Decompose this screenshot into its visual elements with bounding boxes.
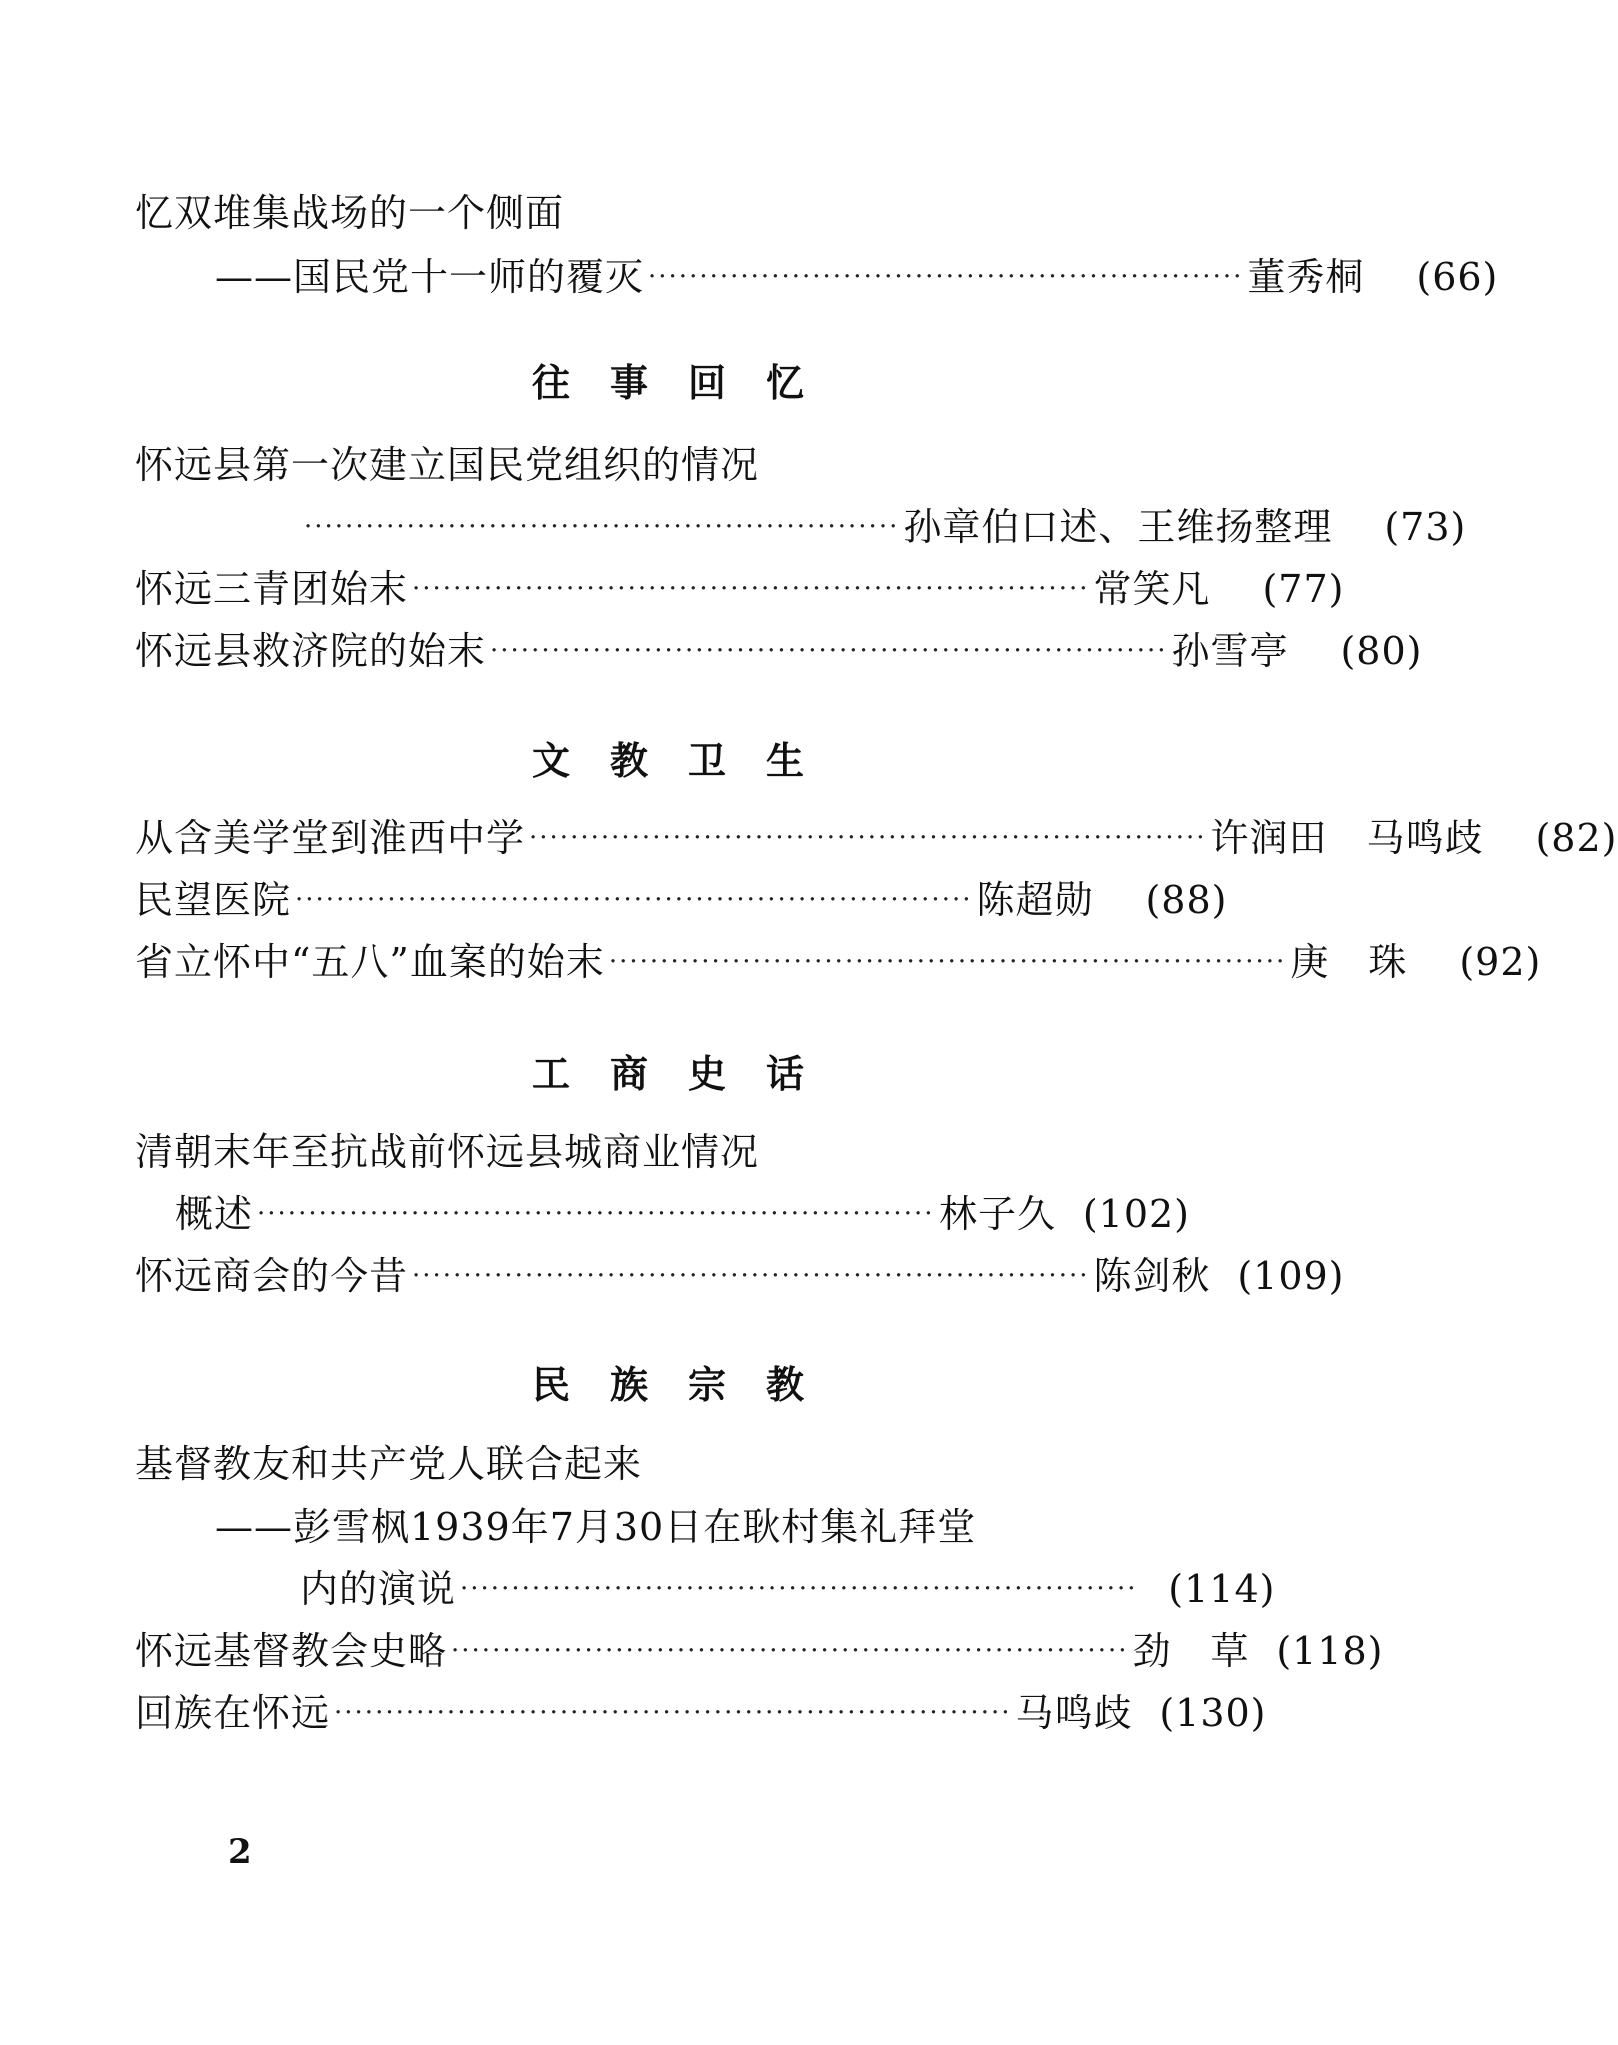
dot-leader: ·································································· <box>295 885 973 915</box>
entry-title: 忆双堆集战场的一个侧面 <box>135 191 565 235</box>
dot-leader: ·································································· <box>257 1199 935 1229</box>
entry-title: 怀远基督教会史略 <box>135 1629 448 1673</box>
toc-entry <box>135 810 1618 866</box>
entry-title: 民望医院 <box>135 878 292 922</box>
dot-leader: ·································································· <box>608 947 1287 977</box>
toc-entry <box>135 249 1499 305</box>
entry-title: 省立怀中“五八”血案的始末 <box>135 940 605 984</box>
entry-author: 孙章伯口述、王维扬整理 <box>903 505 1333 549</box>
dot-leader: ·································································· <box>529 823 1207 853</box>
section-heading: 文教卫生 <box>531 739 844 783</box>
entry-page: (92) <box>1459 940 1542 984</box>
entry-title: 基督教友和共产党人联合起来 <box>135 1442 643 1486</box>
entry-title: 怀远三青团始末 <box>135 567 409 611</box>
entry-author: 林子久 <box>938 1192 1056 1236</box>
section-heading: 工商史话 <box>531 1052 844 1096</box>
entry-page: (102) <box>1082 1192 1190 1236</box>
entry-page: (118) <box>1276 1629 1384 1673</box>
entry-author: 劲 草 <box>1132 1629 1250 1673</box>
toc-entry <box>135 934 1542 990</box>
toc-entry <box>135 623 1423 679</box>
dot-leader: ·································································· <box>412 1261 1090 1291</box>
dot-leader: ·························································· <box>304 512 900 542</box>
toc-entry <box>135 1561 1276 1617</box>
entry-title: 概述 <box>175 1192 254 1236</box>
toc-entry <box>135 1685 1267 1741</box>
entry-author: 陈剑秋 <box>1093 1254 1211 1298</box>
dot-leader: ·································································· <box>334 1698 1012 1728</box>
toc-entry <box>135 1186 1190 1242</box>
toc-entry <box>135 499 1467 555</box>
entry-page: (77) <box>1262 567 1345 611</box>
dot-leader: ·································································· <box>412 574 1090 604</box>
entry-title: 内的演说 <box>300 1567 457 1611</box>
toc-entry <box>135 561 1345 617</box>
entry-author: 许润田 马鸣歧 <box>1210 816 1484 860</box>
entry-author: 董秀桐 <box>1247 255 1365 299</box>
entry-page: (80) <box>1340 629 1423 673</box>
entry-author: 庚 珠 <box>1290 940 1408 984</box>
entry-author: 马鸣歧 <box>1015 1691 1133 1735</box>
toc-entry-title-line <box>135 1436 1190 1492</box>
entry-author: 陈超勋 <box>976 878 1094 922</box>
dot-leader: ·································································· <box>451 1636 1129 1666</box>
dot-leader: ·································································· <box>460 1574 1138 1604</box>
entry-page: (109) <box>1237 1254 1345 1298</box>
section-heading: 民族宗教 <box>531 1363 844 1407</box>
entry-page: (88) <box>1145 878 1228 922</box>
section-heading: 往事回忆 <box>531 361 844 405</box>
entry-page: (66) <box>1416 255 1499 299</box>
entry-title: 清朝末年至抗战前怀远县城商业情况 <box>135 1130 760 1174</box>
dot-leader: ·································································· <box>490 636 1168 666</box>
page-number: 2 <box>228 1832 252 1872</box>
toc-entry-title-line <box>135 1124 1190 1180</box>
entry-author: 常笑凡 <box>1093 567 1211 611</box>
toc-entry <box>135 1248 1345 1304</box>
entry-title: 怀远县第一次建立国民党组织的情况 <box>135 443 760 487</box>
entry-page: (130) <box>1159 1691 1267 1735</box>
entry-page: (73) <box>1384 505 1467 549</box>
entry-author: 孙雪亭 <box>1171 629 1289 673</box>
entry-title: 回族在怀远 <box>135 1691 331 1735</box>
entry-title: 怀远商会的今昔 <box>135 1254 409 1298</box>
entry-title: 从含美学堂到淮西中学 <box>135 816 526 860</box>
toc-entry-title-line <box>135 437 1190 493</box>
entry-page: (82) <box>1535 816 1618 860</box>
entry-title: ——彭雪枫1939年7月30日在耿村集礼拜堂 <box>215 1505 977 1549</box>
entry-title: ——国民党十一师的覆灭 <box>215 255 645 299</box>
toc-entry <box>135 872 1228 928</box>
entry-page: (114) <box>1168 1567 1276 1611</box>
toc-entry-title-line <box>135 185 1190 241</box>
toc-entry-title-line <box>135 1499 1190 1555</box>
dot-leader: ·························································· <box>648 262 1244 292</box>
entry-title: 怀远县救济院的始末 <box>135 629 487 673</box>
toc-entry <box>135 1623 1384 1679</box>
